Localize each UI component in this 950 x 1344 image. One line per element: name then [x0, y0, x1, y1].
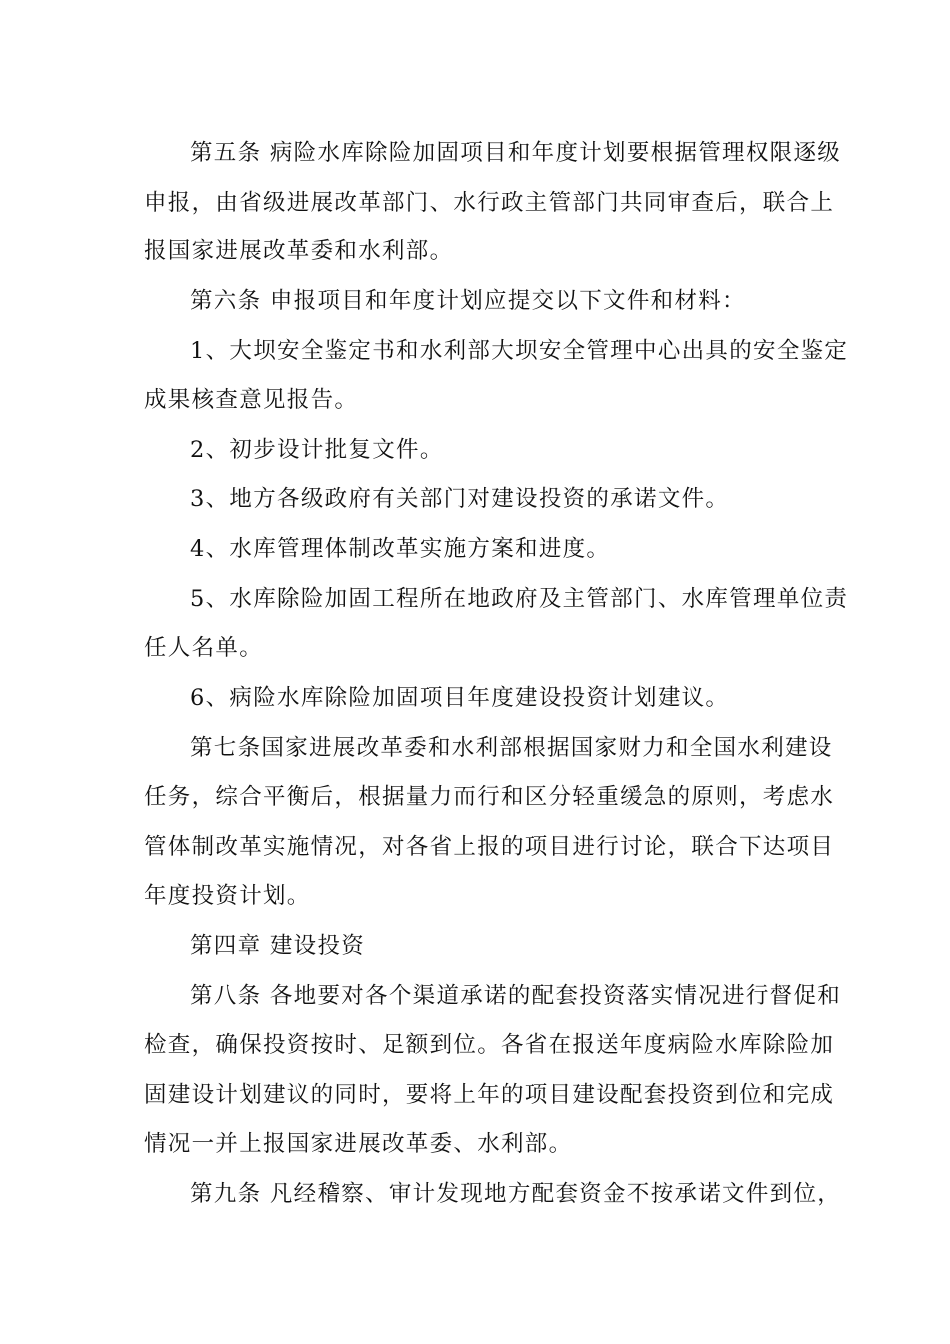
list-item-5-line-1: 5、水库除险加固工程所在地政府及主管部门、水库管理单位责 [190, 586, 849, 612]
article-9-line-1: 第九条 凡经稽察、审计发现地方配套资金不按承诺文件到位， [190, 1181, 842, 1207]
chapter-4-heading: 第四章 建设投资 [190, 933, 366, 959]
article-5-line-3: 报国家进展改革委和水利部。 [144, 238, 454, 264]
article-8-line-2: 检查，确保投资按时、足额到位。各省在报送年度病险水库除险加 [144, 1032, 835, 1058]
article-7-line-3: 管体制改革实施情况，对各省上报的项目进行讨论，联合下达项目 [144, 834, 835, 860]
list-item-4: 4、水库管理体制改革实施方案和进度。 [190, 536, 611, 562]
article-5-line-2: 申报，由省级进展改革部门、水行政主管部门共同审查后，联合上 [144, 190, 835, 216]
article-7-line-4: 年度投资计划。 [144, 883, 311, 909]
article-8-line-3: 固建设计划建议的同时，要将上年的项目建设配套投资到位和完成 [144, 1082, 835, 1108]
article-7-line-1: 第七条国家进展改革委和水利部根据国家财力和全国水利建设 [190, 735, 833, 761]
list-item-2: 2、初步设计批复文件。 [190, 437, 444, 463]
list-item-6: 6、病险水库除险加固项目年度建设投资计划建议。 [190, 685, 730, 711]
article-7-line-2: 任务，综合平衡后，根据量力而行和区分轻重缓急的原则，考虑水 [144, 784, 835, 810]
list-item-1-line-2: 成果核查意见报告。 [144, 387, 359, 413]
article-8-line-1: 第八条 各地要对各个渠道承诺的配套投资落实情况进行督促和 [190, 983, 842, 1009]
list-item-1-line-1: 1、大坝安全鉴定书和水利部大坝安全管理中心出具的安全鉴定 [190, 338, 849, 364]
list-item-5-line-2: 任人名单。 [144, 635, 264, 661]
article-5-line-1: 第五条 病险水库除险加固项目和年度计划要根据管理权限逐级 [190, 140, 842, 166]
article-6-heading: 第六条 申报项目和年度计划应提交以下文件和材料： [190, 288, 746, 314]
article-8-line-4: 情况一并上报国家进展改革委、水利部。 [144, 1131, 573, 1157]
list-item-3: 3、地方各级政府有关部门对建设投资的承诺文件。 [190, 486, 730, 512]
